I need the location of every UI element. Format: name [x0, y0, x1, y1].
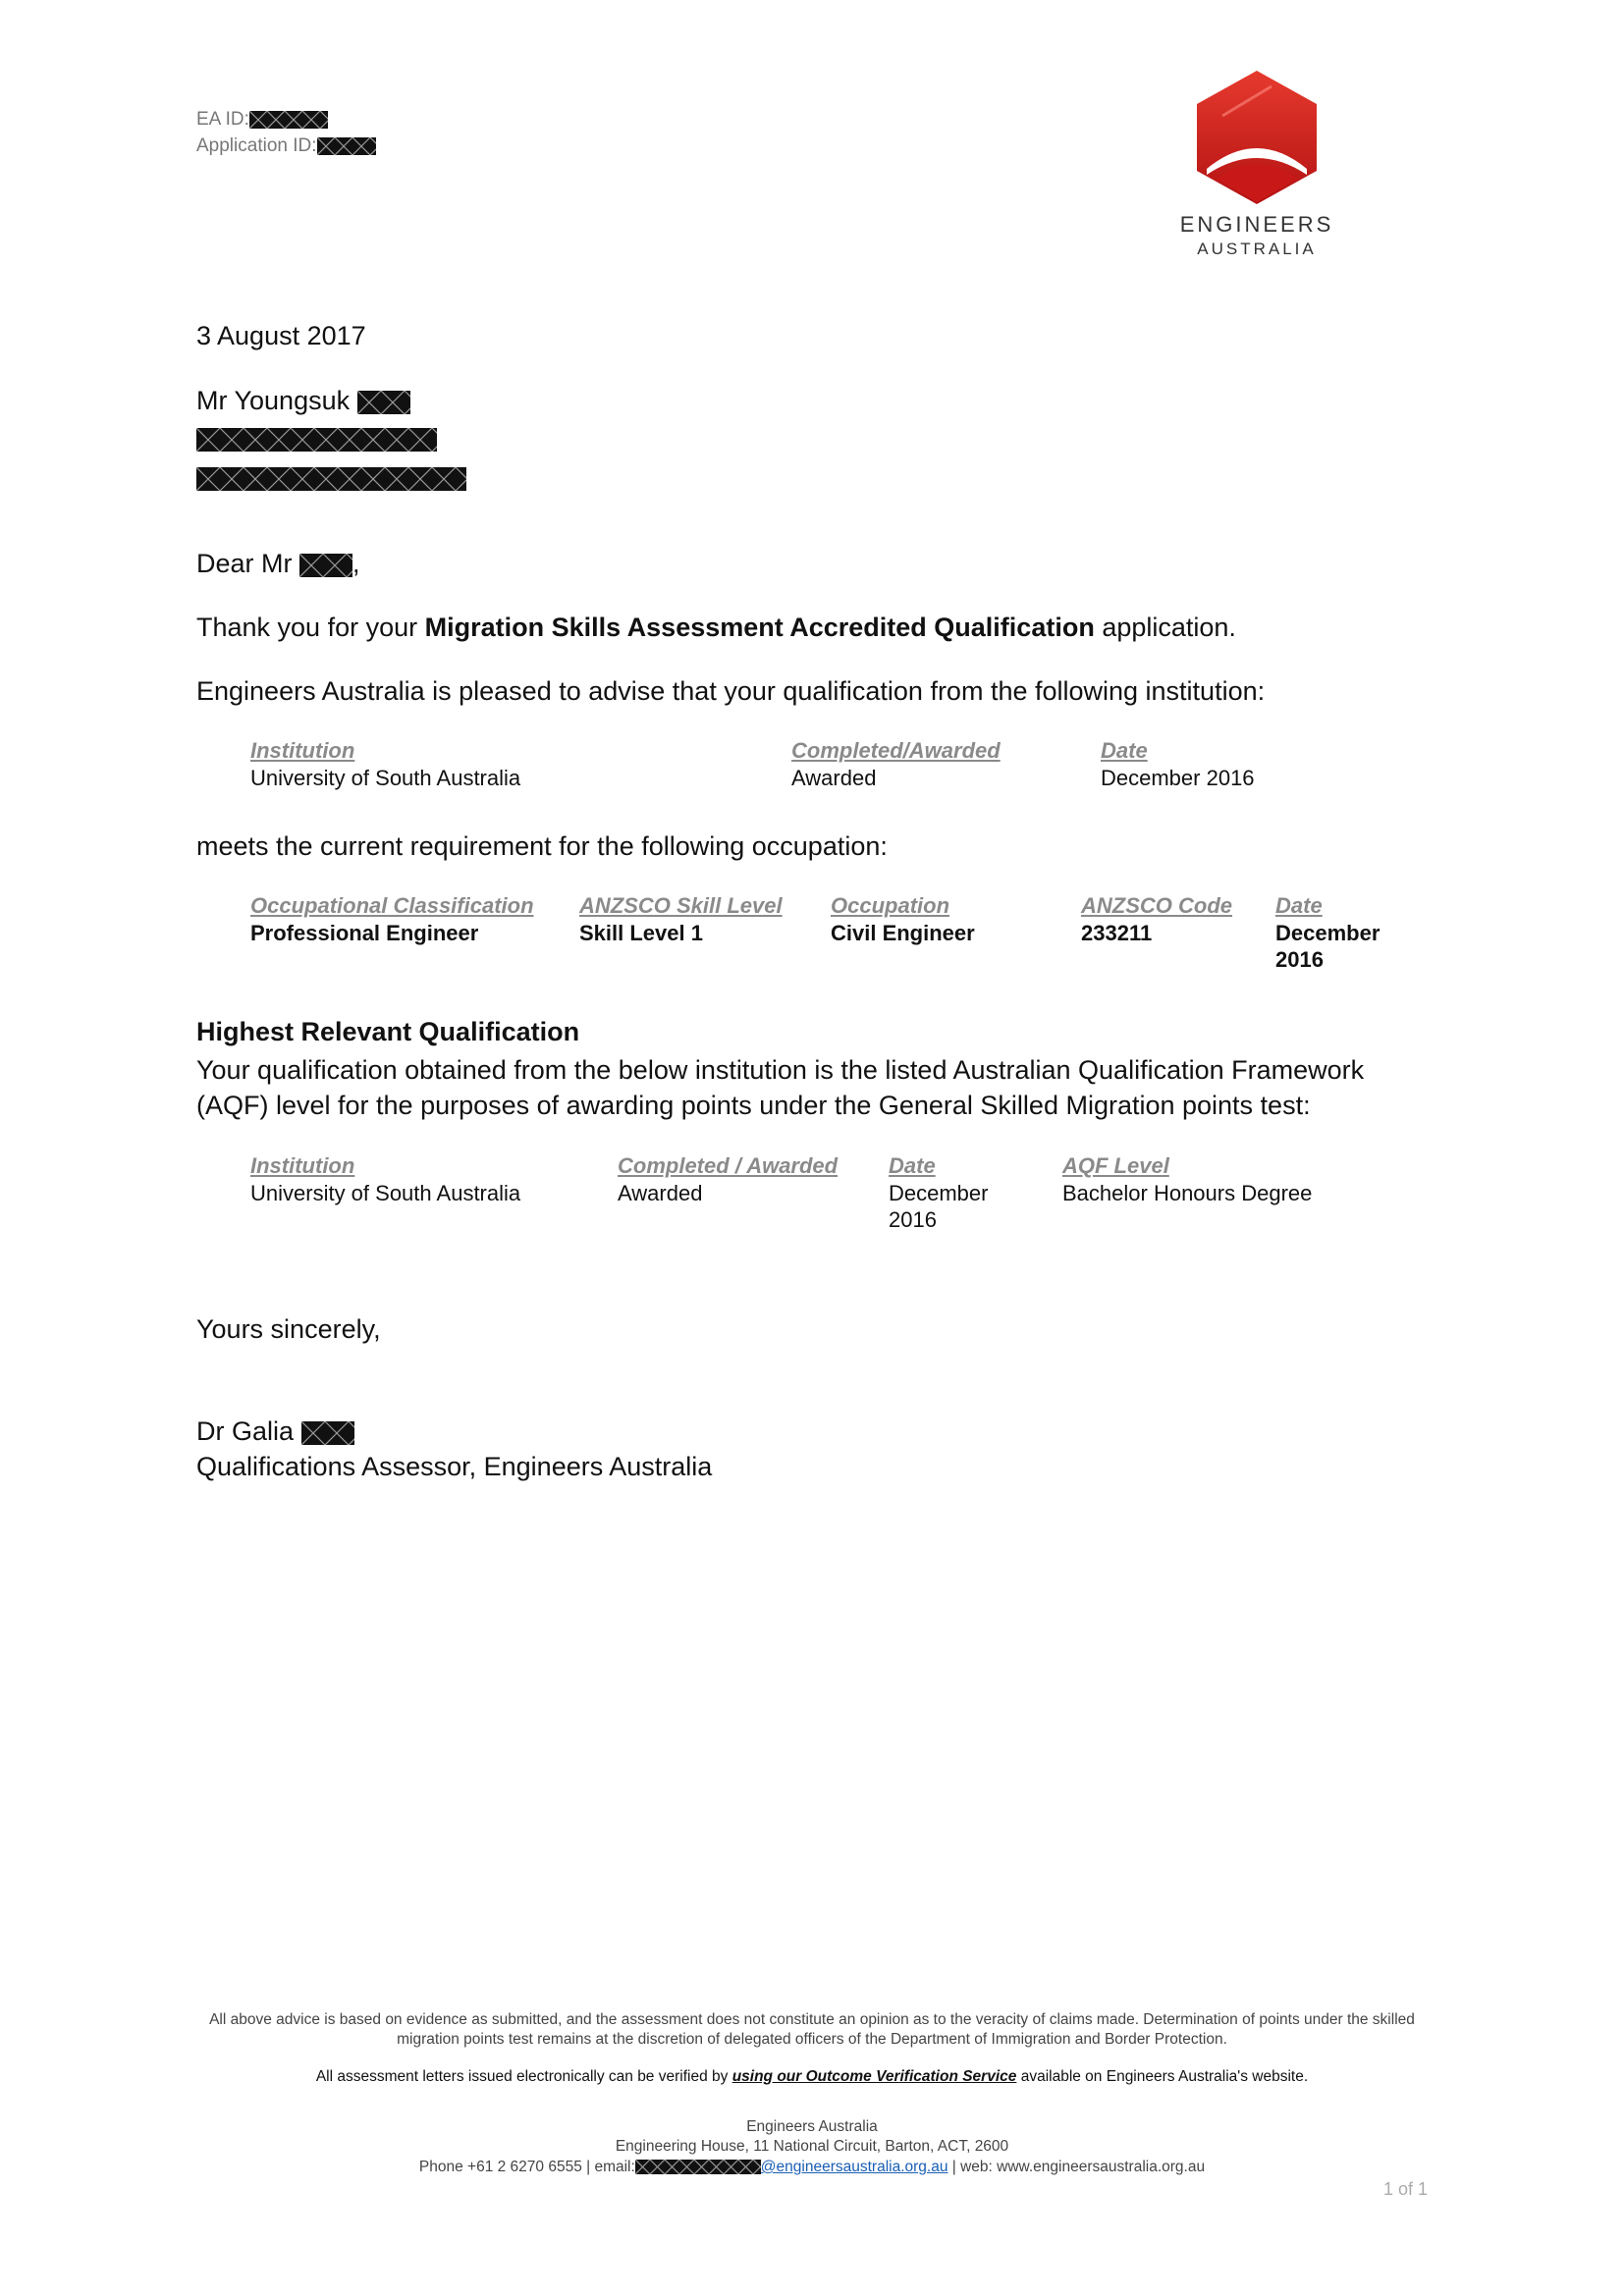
aqf-level-header: AQF Level [1062, 1153, 1169, 1178]
verification-service-link[interactable]: using our Outcome Verification Service [731, 2068, 1017, 2085]
occupation-date-value: December 2016 [1275, 921, 1380, 972]
anzsco-code-value: 233211 [1081, 921, 1153, 945]
aqf-date-value: December 2016 [889, 1181, 989, 1232]
aqf-completed-header: Completed / Awarded [618, 1153, 839, 1178]
redacted-address-line-1 [196, 428, 437, 452]
redacted-surname [357, 391, 410, 414]
redacted-address-line-2 [196, 467, 466, 491]
verify-post: available on Engineers Australia's website. [1016, 2068, 1309, 2085]
occupation-header: Occupation [831, 893, 950, 918]
salutation-punct: , [352, 549, 360, 578]
signatory-line [196, 1414, 354, 1449]
letter-date: 3 August 2017 [196, 321, 366, 350]
intro-post: application. [1094, 613, 1236, 642]
ea-id-line [196, 106, 376, 133]
footer-address: Engineering House, 11 National Circuit, Barton, ACT, 2600 [615, 2138, 1009, 2155]
aqf-institution-value: University of South Australia [250, 1181, 521, 1205]
salutation [196, 546, 360, 581]
application-id-line [196, 133, 376, 159]
redacted-email-user [635, 2160, 761, 2174]
recipient-block [196, 383, 466, 495]
salutation-text: Dear Mr [196, 549, 293, 578]
redacted-application-id [317, 137, 376, 155]
email-link[interactable]: @engineersaustralia.org.au [760, 2159, 948, 2175]
ea-id-label: EA ID: [196, 109, 249, 130]
redacted-signatory-surname [301, 1421, 354, 1445]
signatory-role: Qualifications Assessor, Engineers Australia [196, 1452, 713, 1481]
advise-paragraph: Engineers Australia is pleased to advise that your qualification from the following institution: [196, 676, 1266, 706]
redacted-salutation-surname [299, 554, 352, 577]
reference-ids [196, 106, 376, 159]
intro-bold: Migration Skills Assessment Accredited Qualification [424, 613, 1095, 642]
anzsco-code-header: ANZSCO Code [1081, 893, 1232, 918]
hexagon-logo-icon [1193, 67, 1321, 208]
footer-contact [0, 2158, 1624, 2177]
footer-verify [0, 2067, 1624, 2087]
intro-paragraph [196, 610, 1236, 645]
occupation-date-header: Date [1275, 893, 1323, 918]
page-number: 1 of 1 [1382, 2179, 1428, 2199]
occupational-classification-value: Professional Engineer [250, 921, 479, 945]
engineers-australia-logo [1170, 67, 1343, 259]
disclaimer-text: All above advice is based on evidence as submitted, and the assessment does not constitute an opinion as to the veracity of claims made. Determination of points under the skilled migration points test remains at the discretion of delegated officers of the Department of Immigration and Border Protection. [209, 2011, 1415, 2048]
date-header: Date [1101, 738, 1148, 763]
aqf-completed-value: Awarded [618, 1181, 703, 1205]
verify-pre: All assessment letters issued electronically can be verified by [315, 2068, 732, 2085]
completed-awarded-value: Awarded [791, 766, 877, 790]
footer-org: Engineers Australia [746, 2118, 878, 2135]
institution-value: University of South Australia [250, 766, 521, 790]
signatory-name: Dr Galia [196, 1416, 295, 1446]
anzsco-skill-level-header: ANZSCO Skill Level [579, 893, 783, 918]
meets-paragraph: meets the current requirement for the following occupation: [196, 831, 888, 861]
aqf-institution-header: Institution [250, 1153, 355, 1178]
application-id-label: Application ID: [196, 135, 317, 156]
logo-text-australia: AUSTRALIA [1197, 240, 1317, 258]
aqf-date-header: Date [889, 1153, 936, 1178]
recipient-name: Mr Youngsuk [196, 386, 351, 415]
highest-qualification-title: Highest Relevant Qualification [196, 1017, 580, 1046]
occupational-classification-header: Occupational Classification [250, 893, 534, 918]
footer-web: | web: www.engineersaustralia.org.au [947, 2159, 1206, 2175]
footer-disclaimer [0, 2010, 1624, 2050]
date-value: December 2016 [1101, 766, 1255, 790]
institution-header: Institution [250, 738, 355, 763]
occupation-value: Civil Engineer [831, 921, 975, 945]
highest-qualification-text: Your qualification obtained from the below institution is the listed Australian Qualification Framework (AQF) level for the purposes of awarding points under the General Skilled Migration points test: [196, 1055, 1365, 1120]
redacted-ea-id [249, 111, 328, 129]
anzsco-skill-level-value: Skill Level 1 [579, 921, 703, 945]
closing-sincerely: Yours sincerely, [196, 1314, 381, 1344]
footer-phone: Phone +61 2 6270 6555 | email: [418, 2159, 635, 2175]
intro-pre: Thank you for your [196, 613, 425, 642]
aqf-level-value: Bachelor Honours Degree [1062, 1181, 1313, 1205]
logo-text-engineers: ENGINEERS [1179, 212, 1334, 237]
completed-awarded-header: Completed/Awarded [791, 738, 1001, 763]
